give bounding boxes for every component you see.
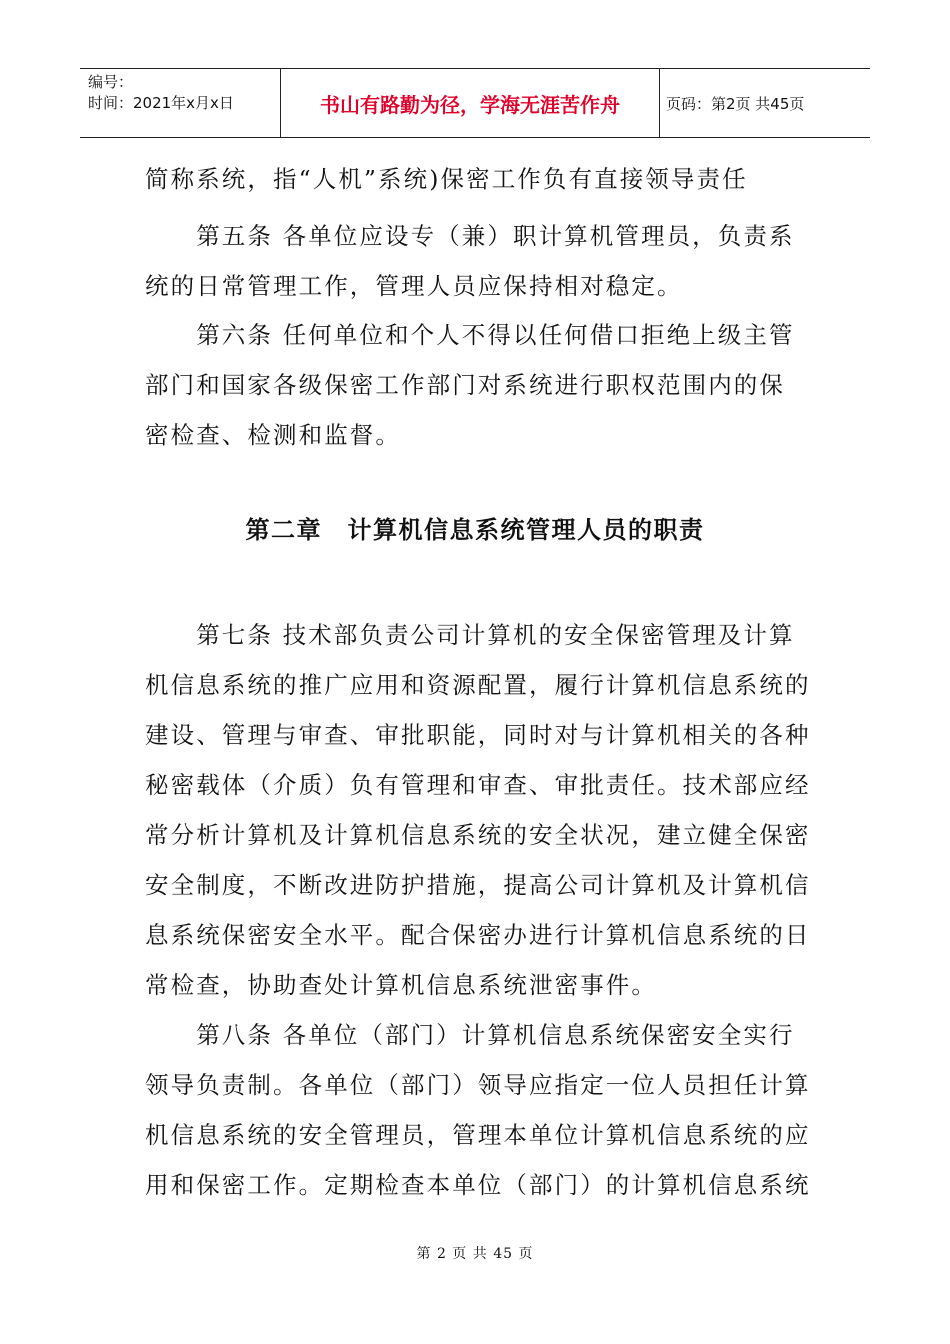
text-line: 用和保密工作。定期检查本单位（部门）的计算机信息系统	[145, 1171, 811, 1199]
number-label: 编号：	[88, 73, 134, 91]
text-line: 秘密载体（介质）负有管理和审查、审批责任。技术部应经	[145, 771, 811, 799]
text-line: 息系统保密安全水平。配合保密办进行计算机信息系统的日	[145, 921, 811, 949]
text-line: 领导负责制。各单位（部门）领导应指定一位人员担任计算	[145, 1071, 811, 1099]
motto: 书山有路勤为径，学海无涯苦作舟	[280, 69, 660, 137]
paragraph-continued	[145, 154, 810, 204]
chapter-title: 第二章 计算机信息系统管理人员的职责	[245, 516, 705, 544]
time-label: 时间：2021年x月x日	[88, 94, 234, 112]
page-code: 页码：第2页 共45页	[666, 94, 805, 113]
page-header	[80, 68, 870, 138]
text-line: 常分析计算机及计算机信息系统的安全状况，建立健全保密	[145, 821, 811, 849]
page-footer: 第 2 页 共 45 页	[416, 1246, 534, 1262]
text-line: 第八条 各单位（部门）计算机信息系统保密安全实行	[145, 1021, 795, 1049]
text-line: 第六条 任何单位和个人不得以任何借口拒绝上级主管	[145, 321, 795, 349]
text-line: 第七条 技术部负责公司计算机的安全保密管理及计算	[145, 621, 795, 649]
text-line: 机信息系统的安全管理员，管理本单位计算机信息系统的应	[145, 1121, 811, 1149]
text-line: 建设、管理与审查、审批职能，同时对与计算机相关的各种	[145, 721, 811, 749]
header-meta	[80, 69, 280, 137]
text-line: 部门和国家各级保密工作部门对系统进行职权范围内的保	[145, 371, 785, 399]
text-line: 第五条 各单位应设专（兼）职计算机管理员，负责系	[145, 222, 795, 250]
text-line: 简称系统，指“人机”系统)保密工作负有直接领导责任	[145, 165, 748, 193]
text-line: 机信息系统的推广应用和资源配置，履行计算机信息系统的	[145, 671, 811, 699]
text-line: 常检查，协助查处计算机信息系统泄密事件。	[145, 971, 657, 999]
paragraph-article-7	[145, 610, 810, 1010]
text-line: 密检查、检测和监督。	[145, 421, 401, 449]
text-line: 安全制度，不断改进防护措施，提高公司计算机及计算机信	[145, 871, 811, 899]
paragraph-article-8	[145, 1010, 810, 1210]
paragraph-article-5	[145, 211, 810, 311]
text-line: 统的日常管理工作，管理人员应保持相对稳定。	[145, 272, 683, 300]
paragraph-article-6	[145, 310, 810, 460]
